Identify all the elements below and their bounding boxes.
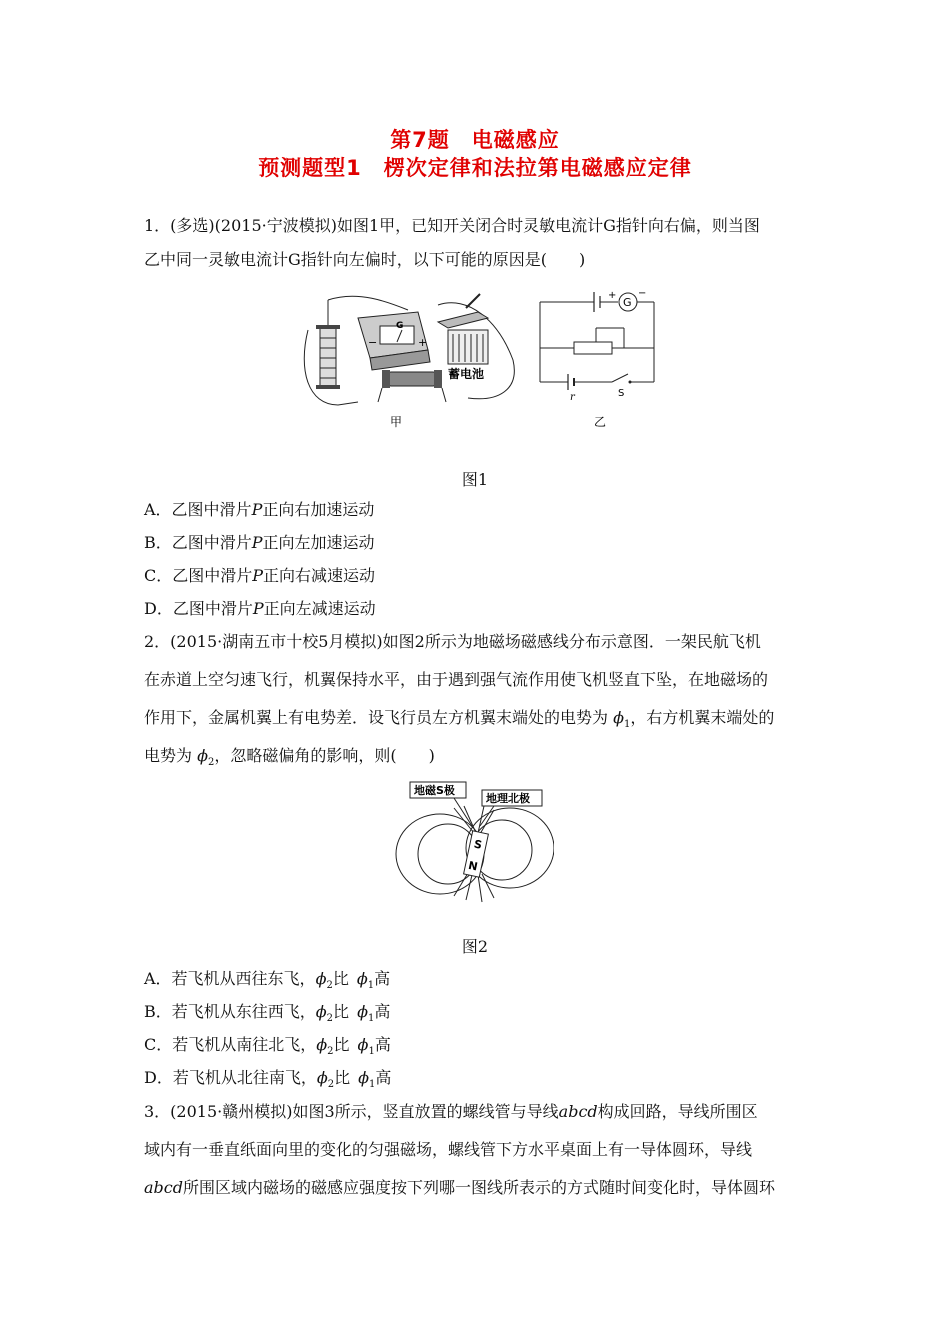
s-label: S <box>618 388 625 399</box>
line-text: 电势为 <box>144 746 198 765</box>
phi-subscript: 1 <box>369 1079 376 1091</box>
phi-subscript: 2 <box>327 1046 334 1058</box>
option-var: P <box>252 566 264 585</box>
option-text: 正向左减速运动 <box>263 599 376 618</box>
phi-subscript: 2 <box>327 1079 335 1091</box>
q2-option-a[interactable] <box>144 969 390 996</box>
figure-2-caption: 图2 <box>461 937 489 956</box>
option-var: P <box>251 500 263 519</box>
figure-1-left-label: 甲 <box>390 415 403 429</box>
label-s-pole: 地磁S极 <box>414 784 455 797</box>
q3-text-line-2: 域内有一垂直纸面向里的变化的匀强磁场，螺线管下方水平桌面上有一导体圆环，导线 <box>144 1140 753 1159</box>
option-text: D．乙图中滑片 <box>144 599 253 618</box>
phi-symbol: ϕ <box>357 1002 368 1021</box>
option-text: B．若飞机从东往西飞， <box>144 1002 316 1021</box>
phi-symbol: ϕ <box>357 1035 369 1054</box>
phi-symbol: ϕ <box>316 1068 328 1087</box>
g-plus-label: + <box>608 290 617 301</box>
line-text: 作用下，金属机翼上有电势差．设飞行员左方机翼末端处的电势为 <box>144 708 614 727</box>
q2-text-line-2: 在赤道上空匀速飞行，机翼保持水平，由于遇到强气流作用使飞机竖直下坠，在地磁场的 <box>144 670 769 689</box>
phi-symbol: ϕ <box>356 969 368 988</box>
phi-subscript: 1 <box>367 980 375 992</box>
section-title: 第7题 电磁感应 <box>390 128 560 152</box>
q1-text-line-2: 乙中同一灵敏电流计G指针向左偏时，以下可能的原因是( ) <box>144 250 586 269</box>
phi-symbol: ϕ <box>315 1002 327 1021</box>
option-text: D．若飞机从北往南飞， <box>144 1068 317 1087</box>
q2-text-line-3 <box>144 708 774 735</box>
option-text: 高 <box>374 1002 391 1021</box>
option-text: 正向左加速运动 <box>262 533 375 552</box>
figure-2-magnetic-field <box>394 778 554 908</box>
phi-symbol: ϕ <box>613 708 624 727</box>
option-text: 高 <box>374 969 391 988</box>
option-text: 高 <box>375 1068 392 1087</box>
phi-subscript: 2 <box>208 757 215 769</box>
phi-subscript: 1 <box>368 1046 375 1058</box>
line-text: 3．(2015·赣州模拟)如图3所示，竖直放置的螺线管与导线 <box>144 1102 559 1121</box>
meter-g-label: G <box>396 321 404 331</box>
line-text: ，右方机翼末端处的 <box>630 708 775 727</box>
figure-1-right-label: 乙 <box>594 415 607 429</box>
q2-text-line-1: 2．(2015·湖南五市十校5月模拟)如图2所示为地磁场磁感线分布示意图．一架民航飞机 <box>144 632 761 651</box>
phi-subscript: 1 <box>367 1013 375 1025</box>
phi-symbol: ϕ <box>197 746 208 765</box>
option-var: P <box>251 533 263 552</box>
q2-option-c[interactable] <box>144 1035 391 1062</box>
figure-1-right-circuit <box>534 284 664 430</box>
phi-subscript: 1 <box>624 719 631 731</box>
q1-option-c[interactable] <box>144 566 375 586</box>
meter-plus-label: + <box>418 336 428 349</box>
option-text: 正向右加速运动 <box>262 500 375 519</box>
option-text: A．若飞机从西往东飞， <box>144 969 316 988</box>
phi-symbol: ϕ <box>358 1068 370 1087</box>
phi-symbol: ϕ <box>316 1035 328 1054</box>
g-minus-label: − <box>638 288 647 299</box>
wire-variable: abcd <box>558 1102 598 1121</box>
option-var: P <box>252 599 264 618</box>
q1-option-a[interactable] <box>144 500 374 520</box>
option-text: C．乙图中滑片 <box>144 566 253 585</box>
line-text: 构成回路，导线所围区 <box>597 1102 758 1121</box>
wire-variable: abcd <box>144 1178 183 1197</box>
line-text: 所围区域内磁场的磁感应强度按下列哪一图线所表示的方式随时间变化时，导体圆环 <box>182 1178 775 1197</box>
q3-text-line-1 <box>144 1102 758 1122</box>
option-text: 比 <box>333 1035 350 1054</box>
battery-label: 蓄电池 <box>448 367 485 381</box>
magnet-s-label: S <box>472 837 484 852</box>
option-text: C．若飞机从南往北飞， <box>144 1035 317 1054</box>
q2-option-d[interactable] <box>144 1068 391 1095</box>
phi-symbol: ϕ <box>315 969 327 988</box>
option-text: 比 <box>334 1068 351 1087</box>
option-text: 比 <box>333 1002 350 1021</box>
option-text: A．乙图中滑片 <box>144 500 252 519</box>
q2-text-line-4 <box>144 746 435 773</box>
line-text: ，忽略磁偏角的影响，则( ) <box>214 746 435 765</box>
g-meter-label: G <box>623 296 632 309</box>
magnet-n-label: N <box>467 858 479 874</box>
figure-1-left-apparatus <box>298 290 528 430</box>
r-label: r <box>570 392 575 403</box>
option-text: 高 <box>374 1035 391 1054</box>
option-text: 比 <box>332 969 349 988</box>
meter-minus-label: − <box>368 336 378 349</box>
option-text: B．乙图中滑片 <box>144 533 252 552</box>
q3-text-line-3 <box>144 1178 775 1198</box>
q1-text-line-1: 1．(多选)(2015·宁波模拟)如图1甲，已知开关闭合时灵敏电流计G指针向右偏，则当图 <box>144 216 760 235</box>
q1-option-b[interactable] <box>144 533 375 553</box>
option-text: 正向右减速运动 <box>263 566 376 585</box>
q1-option-d[interactable] <box>144 599 376 619</box>
section-subtitle: 预测题型1 楞次定律和法拉第电磁感应定律 <box>258 156 692 180</box>
phi-subscript: 2 <box>326 980 333 992</box>
q2-option-b[interactable] <box>144 1002 390 1029</box>
figure-1-caption: 图1 <box>461 470 489 489</box>
label-geographic-north: 地理北极 <box>486 792 530 805</box>
phi-subscript: 2 <box>326 1013 334 1025</box>
